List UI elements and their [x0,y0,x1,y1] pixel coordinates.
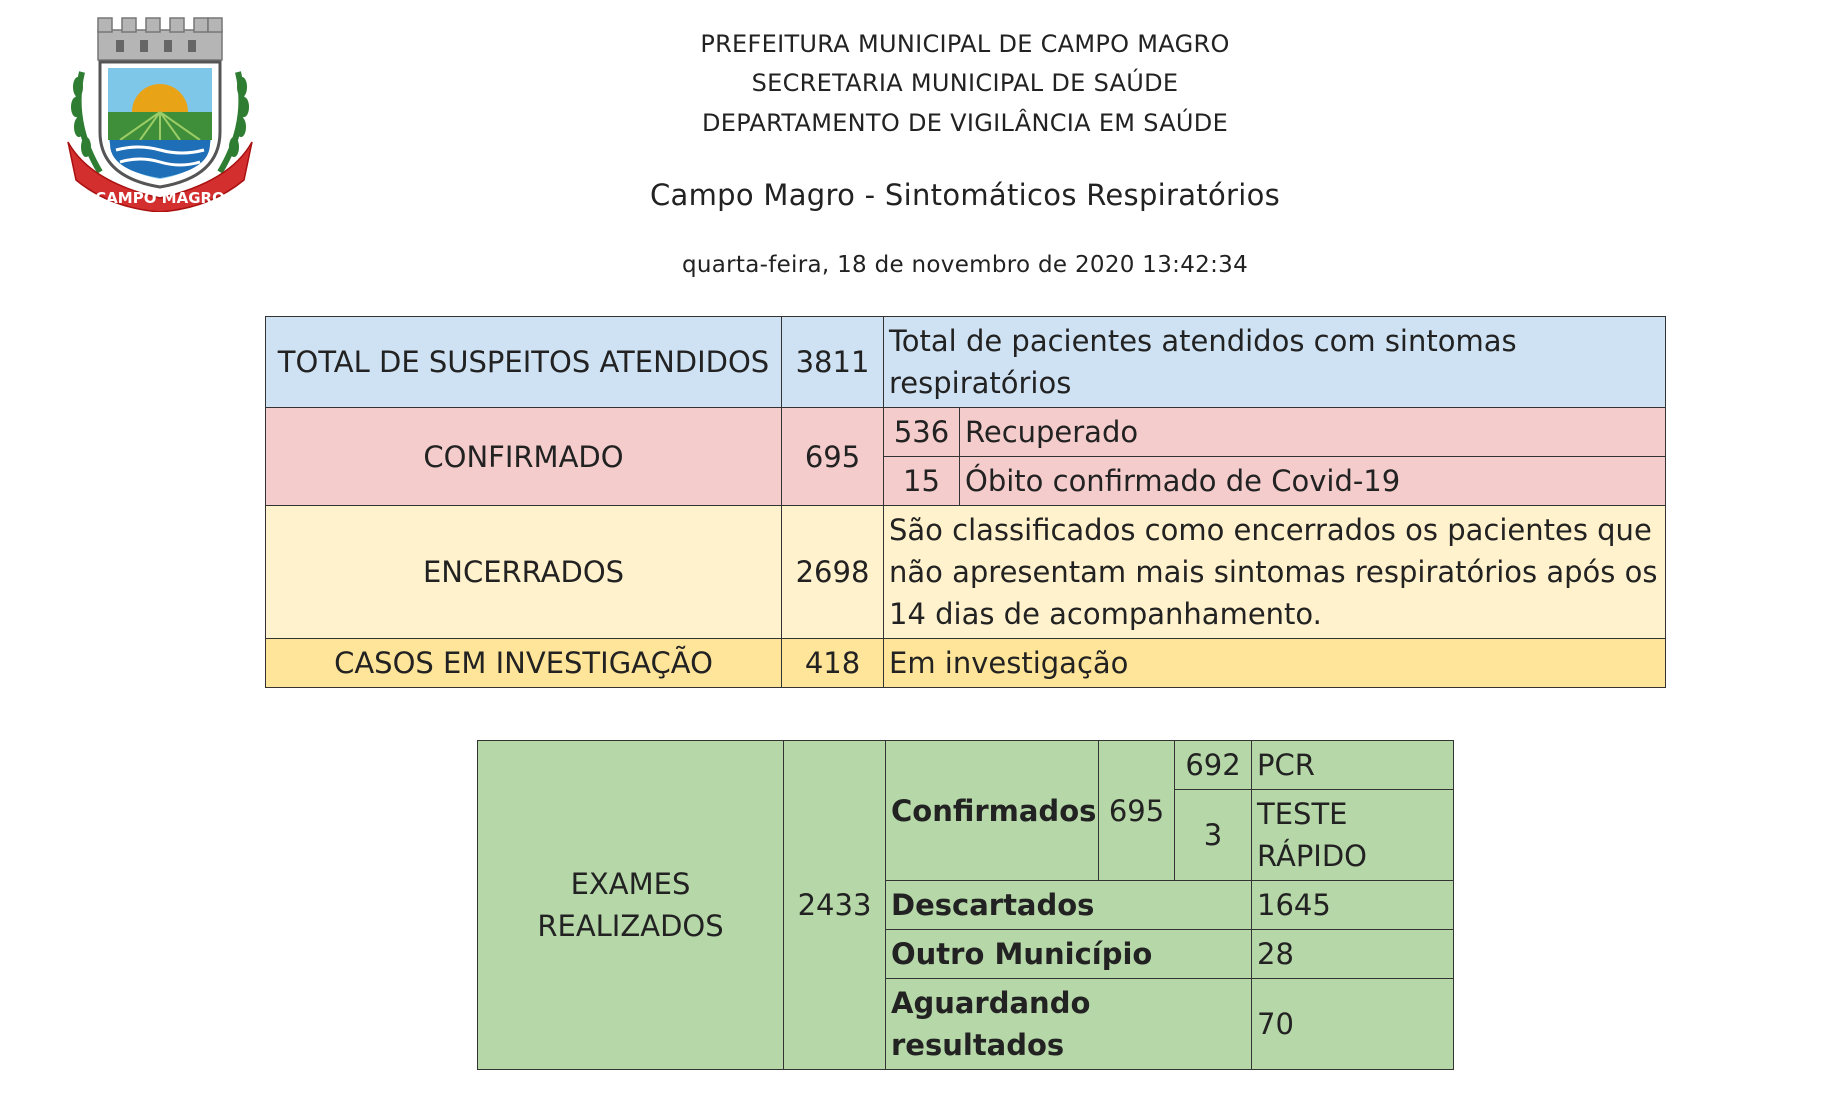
total-label: TOTAL DE SUSPEITOS ATENDIDOS [266,317,782,408]
rapid-test-label: TESTE RÁPIDO [1252,790,1454,881]
investigation-description: Em investigação [884,639,1666,688]
table-row-investigation [266,639,1666,688]
page-title: Campo Magro - Sintomáticos Respiratórios [649,178,1281,212]
discarded-label: Descartados [886,881,1252,930]
exams-value: 2433 [784,741,886,1070]
recovered-label: Recuperado [960,408,1666,457]
investigation-value: 418 [782,639,884,688]
exams-table [477,740,1454,1070]
closed-label: ENCERRADOS [266,506,782,639]
investigation-label: CASOS EM INVESTIGAÇÃO [266,639,782,688]
pcr-value: 692 [1175,741,1252,790]
deaths-label: Óbito confirmado de Covid-19 [960,457,1666,506]
exams-confirmed-value: 695 [1099,741,1175,881]
summary-table [265,316,1666,688]
other-city-value: 28 [1252,930,1454,979]
table-row-exams-pcr [478,741,1454,790]
closed-value: 2698 [782,506,884,639]
header-secretaria: SECRETARIA MUNICIPAL DE SAÚDE [751,69,1179,97]
table-row-total [266,317,1666,408]
recovered-value: 536 [884,408,960,457]
report-datetime: quarta-feira, 18 de novembro de 2020 13:42:34 [681,252,1249,278]
closed-description: São classificados como encerrados os pacientes que não apresentam mais sintomas respiratórios após os 14 dias de acompanhamento. [884,506,1666,639]
awaiting-value: 70 [1252,979,1454,1070]
discarded-value: 1645 [1252,881,1454,930]
table-row-closed [266,506,1666,639]
other-city-label: Outro Município [886,930,1252,979]
confirmed-label: CONFIRMADO [266,408,782,506]
total-description: Total de pacientes atendidos com sintomas respiratórios [884,317,1666,408]
table-row-confirmed [266,408,1666,457]
header-prefeitura: PREFEITURA MUNICIPAL DE CAMPO MAGRO [700,30,1230,58]
deaths-value: 15 [884,457,960,506]
exams-label: EXAMES REALIZADOS [478,741,784,1070]
rapid-test-value: 3 [1175,790,1252,881]
exams-confirmed-label: Confirmados [886,741,1099,881]
confirmed-value: 695 [782,408,884,506]
awaiting-label: Aguardando resultados [886,979,1252,1070]
logo-banner-text: CAMPO MAGRO [95,189,225,207]
header-departamento: DEPARTAMENTO DE VIGILÂNCIA EM SAÚDE [701,109,1229,137]
total-value: 3811 [782,317,884,408]
pcr-label: PCR [1252,741,1454,790]
